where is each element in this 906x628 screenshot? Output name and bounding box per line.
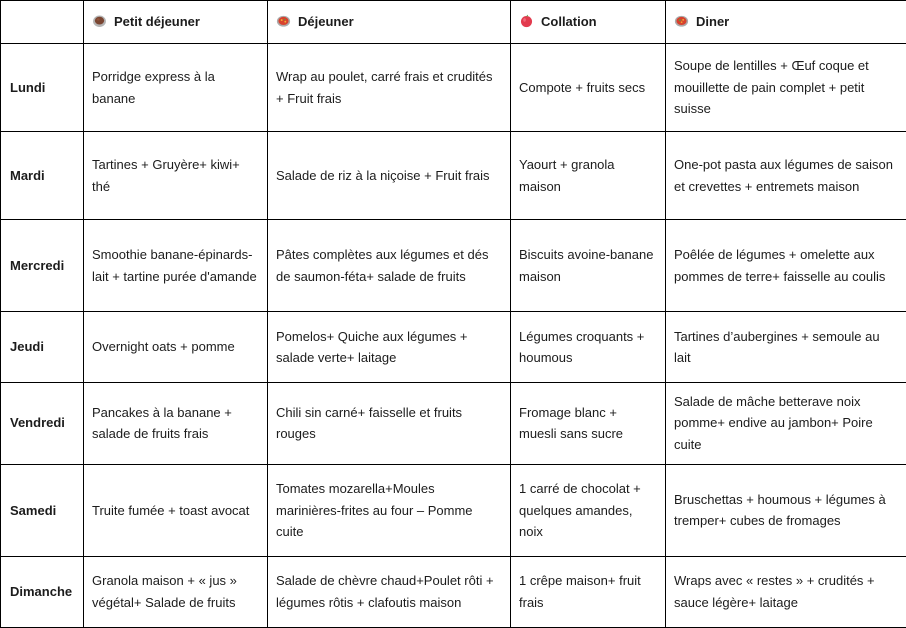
meal-cell: Smoothie banane-épinards-lait + tartine purée d'amande — [84, 220, 268, 312]
meal-cell: Légumes croquants + houmous — [511, 312, 666, 382]
day-cell: Vendredi — [1, 382, 84, 464]
table-row-mercredi — [1, 220, 906, 312]
meal-cell: Wraps avec « restes » + crudités + sauce légère+ laitage — [666, 556, 906, 627]
corner-header-cell — [1, 1, 84, 44]
meal-cell: Yaourt + granola maison — [511, 132, 666, 220]
day-cell: Lundi — [1, 44, 84, 132]
table-row-vendredi — [1, 382, 906, 464]
meal-cell: Salade de chèvre chaud+Poulet rôti + légumes rôtis + clafoutis maison — [268, 556, 511, 627]
meal-cell: Tartines + Gruyère+ kiwi+ thé — [84, 132, 268, 220]
table-row-jeudi — [1, 312, 906, 382]
lunch-pan-icon — [276, 13, 291, 28]
meal-cell: Chili sin carné+ faisselle et fruits rouges — [268, 382, 511, 464]
day-cell: Mercredi — [1, 220, 84, 312]
meal-cell: Pâtes complètes aux légumes et dés de saumon-féta+ salade de fruits — [268, 220, 511, 312]
column-header-d-jeuner — [268, 1, 511, 44]
meal-cell: Granola maison + « jus » végétal+ Salade de fruits — [84, 556, 268, 627]
table-row-lundi — [1, 44, 906, 132]
meal-cell: Pancakes à la banane + salade de fruits frais — [84, 382, 268, 464]
column-header-petit-d-jeuner — [84, 1, 268, 44]
meal-cell: Truite fumée + toast avocat — [84, 464, 268, 556]
meal-cell: Porridge express à la banane — [84, 44, 268, 132]
column-header-diner — [666, 1, 906, 44]
meal-cell: 1 carré de chocolat + quelques amandes, noix — [511, 464, 666, 556]
meal-cell: Overnight oats + pomme — [84, 312, 268, 382]
day-cell: Dimanche — [1, 556, 84, 627]
breakfast-bowl-icon — [92, 13, 107, 28]
column-header-label: Diner — [696, 14, 730, 30]
meal-cell: Soupe de lentilles + Œuf coque et mouillette de pain complet + petit suisse — [666, 44, 906, 132]
meal-cell: One-pot pasta aux légumes de saison et crevettes + entremets maison — [666, 132, 906, 220]
meal-cell: Compote + fruits secs — [511, 44, 666, 132]
meal-cell: 1 crêpe maison+ fruit frais — [511, 556, 666, 627]
day-cell: Jeudi — [1, 312, 84, 382]
column-header-label: Collation — [541, 14, 597, 30]
meal-cell: Biscuits avoine-banane maison — [511, 220, 666, 312]
dinner-pan-icon — [674, 13, 689, 28]
day-cell: Mardi — [1, 132, 84, 220]
column-header-label: Petit déjeuner — [114, 14, 200, 30]
meal-cell: Pomelos+ Quiche aux légumes + salade verte+ laitage — [268, 312, 511, 382]
table-row-mardi — [1, 132, 906, 220]
meal-cell: Wrap au poulet, carré frais et crudités + Fruit frais — [268, 44, 511, 132]
meal-cell: Salade de riz à la niçoise + Fruit frais — [268, 132, 511, 220]
meal-cell: Bruschettas + houmous + légumes à tremper+ cubes de fromages — [666, 464, 906, 556]
meal-cell: Salade de mâche betterave noix pomme+ endive au jambon+ Poire cuite — [666, 382, 906, 464]
meal-cell: Poêlée de légumes + omelette aux pommes de terre+ faisselle au coulis — [666, 220, 906, 312]
table-row-dimanche — [1, 556, 906, 627]
column-header-label: Déjeuner — [298, 14, 354, 30]
apple-icon — [519, 13, 534, 28]
table-row-samedi — [1, 464, 906, 556]
meal-cell: Tomates mozarella+Moules marinières-frites au four – Pomme cuite — [268, 464, 511, 556]
meal-cell: Fromage blanc + muesli sans sucre — [511, 382, 666, 464]
day-cell: Samedi — [1, 464, 84, 556]
meal-cell: Tartines d’aubergines + semoule au lait — [666, 312, 906, 382]
header-row — [1, 1, 906, 44]
column-header-collation — [511, 1, 666, 44]
